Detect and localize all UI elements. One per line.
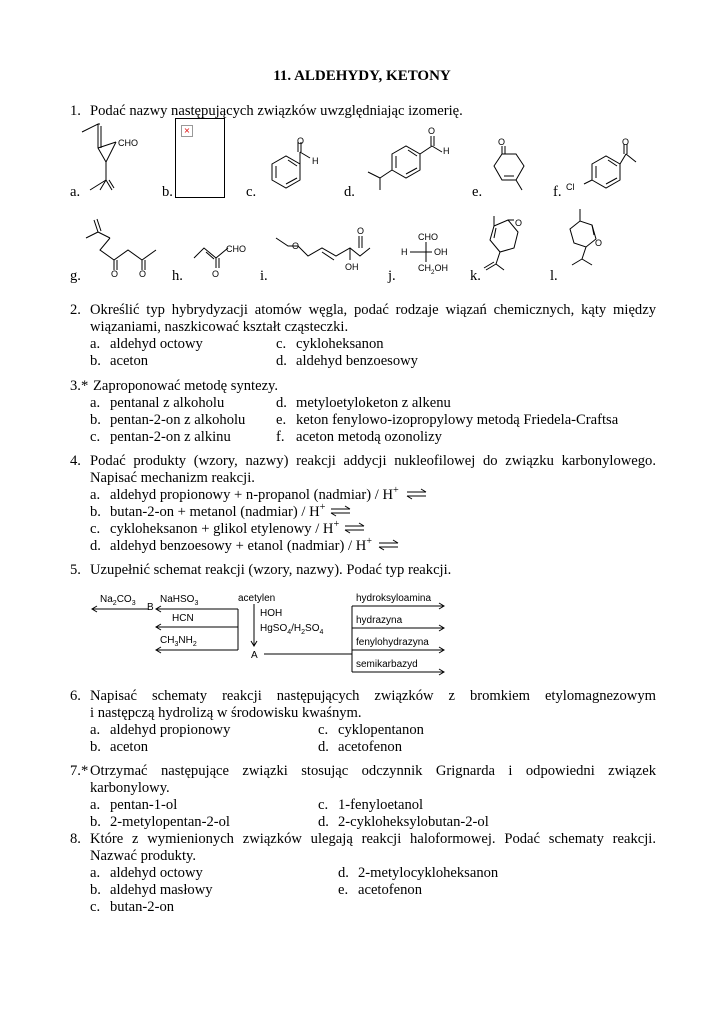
q7-item-d-label: d. bbox=[318, 814, 329, 830]
q2-number: 2. bbox=[70, 302, 81, 318]
scheme-na2co3: $Na_2CO_3$ bbox=[100, 594, 136, 607]
q4-item-c-label: c. bbox=[90, 521, 101, 537]
structure-k bbox=[480, 208, 535, 278]
q3-item-b: pentan-2-on z alkoholu bbox=[110, 412, 246, 428]
q6-item-a: aldehyd propionowy bbox=[110, 722, 231, 738]
q7-line1: Otrzymać następujące związki stosując odczynnik Grignarda i odpowiedni związek bbox=[90, 763, 656, 779]
q4-item-b-label: b. bbox=[90, 504, 101, 520]
structure-e bbox=[488, 146, 538, 196]
q6-line1: Napisać schematy reakcji następujących związków z bromkiem etylomagnezowym bbox=[90, 688, 656, 704]
structure-f-cl: Cl bbox=[566, 182, 575, 192]
q5-number: 5. bbox=[70, 562, 81, 578]
q5-text: Uzupełnić schemat reakcji (wzory, nazwy). Podać typ reakcji. bbox=[90, 562, 452, 578]
q3-item-a: pentanal z alkoholu bbox=[110, 395, 225, 411]
q4-number: 4. bbox=[70, 453, 81, 469]
equilibrium-arrow-icon bbox=[344, 522, 366, 534]
scheme-reagent-hydroksyloamina: hydroksyloamina bbox=[356, 593, 432, 604]
q2-item-b: aceton bbox=[110, 353, 149, 369]
q8-item-a: aldehyd octowy bbox=[110, 865, 203, 881]
q8-number: 8. bbox=[70, 831, 81, 847]
scheme-nahso3: NaHSO$_3$ bbox=[160, 594, 199, 607]
q8-item-b: aldehyd masłowy bbox=[110, 882, 213, 898]
q6-item-a-label: a. bbox=[90, 722, 101, 738]
scheme-reagent-semikarbazyd: semikarbazyd bbox=[356, 659, 418, 670]
q8-line2: Nazwać produkty. bbox=[90, 848, 197, 864]
structure-c-h: H bbox=[312, 156, 319, 166]
q8-item-b-label: b. bbox=[90, 882, 101, 898]
structure-g-o2: O bbox=[139, 269, 147, 279]
label-j: j. bbox=[388, 268, 396, 284]
q4-line1: Podać produkty (wzory, nazwy) reakcji addycji nukleofilowej do związku karbonylowego. bbox=[90, 453, 656, 469]
label-k: k. bbox=[470, 268, 481, 284]
scheme-hcn: HCN bbox=[172, 613, 194, 624]
structure-g-o1: O bbox=[111, 269, 119, 279]
label-f: f. bbox=[553, 184, 562, 200]
q4-item-a: aldehyd propionowy + n-propanol (nadmiar) / H+ bbox=[110, 485, 399, 503]
scheme-acetylen: acetylen bbox=[238, 593, 276, 604]
q3-item-d: metyloetyloketon z alkenu bbox=[296, 395, 451, 411]
scheme-reagent-fenylohydrazyna: fenylohydrazyna bbox=[356, 637, 429, 648]
structure-h-o: O bbox=[212, 269, 220, 279]
q3-item-c-label: c. bbox=[90, 429, 101, 445]
structure-c-o: O bbox=[297, 136, 305, 146]
q4-item-b: butan-2-on + metanol (nadmiar) / H+ bbox=[110, 502, 326, 520]
label-i: i. bbox=[260, 268, 268, 284]
label-c: c. bbox=[246, 184, 257, 200]
structure-g bbox=[82, 218, 172, 278]
label-l: l. bbox=[550, 268, 558, 284]
label-e: e. bbox=[472, 184, 483, 200]
q2-item-b-label: b. bbox=[90, 353, 101, 369]
q6-item-d: acetofenon bbox=[338, 739, 403, 755]
q2-item-d: aldehyd benzoesowy bbox=[296, 353, 418, 369]
structure-j-ch2oh: $CH_2OH$ bbox=[418, 263, 449, 276]
label-h: h. bbox=[172, 268, 183, 284]
q8-item-d: 2-metylocykloheksanon bbox=[358, 865, 499, 881]
q3-item-f-label: f. bbox=[276, 429, 285, 445]
q2-item-a-label: a. bbox=[90, 336, 101, 352]
q6-item-c-label: c. bbox=[318, 722, 329, 738]
equilibrium-arrow-icon bbox=[330, 505, 352, 517]
label-g: g. bbox=[70, 268, 81, 284]
q2-line2: wiązaniami, naszkicować kształt cząsteczki. bbox=[90, 319, 349, 335]
q8-item-e-label: e. bbox=[338, 882, 349, 898]
structure-l bbox=[560, 205, 615, 275]
q2-item-d-label: d. bbox=[276, 353, 287, 369]
q3-item-f: aceton metodą ozonolizy bbox=[296, 429, 442, 445]
q7-item-d: 2-cykloheksylobutan-2-ol bbox=[338, 814, 489, 830]
q3-item-e-label: e. bbox=[276, 412, 287, 428]
q8-item-d-label: d. bbox=[338, 865, 349, 881]
q4-item-c: cykloheksanon + glikol etylenowy / H+ bbox=[110, 519, 340, 537]
q7-item-c-label: c. bbox=[318, 797, 329, 813]
q6-item-c: cyklopentanon bbox=[338, 722, 424, 738]
scheme-b: B bbox=[147, 602, 154, 613]
structure-h-cho: CHO bbox=[226, 244, 246, 254]
structure-d-o: O bbox=[428, 126, 436, 136]
q7-item-a: pentan-1-ol bbox=[110, 797, 178, 813]
q7-item-b: 2-metylopentan-2-ol bbox=[110, 814, 230, 830]
structure-i-o-ether: O bbox=[292, 241, 300, 251]
q3-number: 3.* bbox=[70, 378, 89, 394]
q6-number: 6. bbox=[70, 688, 81, 704]
structure-a bbox=[78, 120, 148, 195]
structure-j-oh: OH bbox=[434, 247, 448, 257]
scheme-hoh: HOH bbox=[260, 608, 283, 619]
scheme-hgso4: $HgSO_4/H_2SO_4$ bbox=[260, 623, 324, 636]
structure-i-oh: OH bbox=[345, 262, 359, 272]
equilibrium-arrow-icon bbox=[406, 488, 428, 500]
structure-j-cho: CHO bbox=[418, 232, 438, 242]
q3-item-a-label: a. bbox=[90, 395, 101, 411]
label-a: a. bbox=[70, 184, 81, 200]
q4-item-d: aldehyd benzoesowy + etanol (nadmiar) / H+ bbox=[110, 536, 373, 554]
q3-item-e: keton fenylowo-izopropylowy metodą Friedela-Craftsa bbox=[296, 412, 619, 428]
q3-item-b-label: b. bbox=[90, 412, 101, 428]
q1-number: 1. bbox=[70, 103, 81, 119]
structure-k-o: O bbox=[515, 218, 523, 228]
q7-number: 7.* bbox=[70, 763, 89, 779]
q6-item-b-label: b. bbox=[90, 739, 101, 755]
equilibrium-arrow-icon bbox=[378, 539, 400, 551]
q3-text: Zaproponować metodę syntezy. bbox=[93, 378, 279, 394]
structure-f bbox=[576, 140, 646, 190]
q7-item-c: 1-fenyloetanol bbox=[338, 797, 424, 813]
structure-f-o: O bbox=[622, 137, 630, 147]
scheme-a: A bbox=[251, 650, 258, 661]
structure-c bbox=[258, 140, 318, 195]
structure-a-cho: CHO bbox=[118, 138, 138, 148]
q7-line2: karbonylowy. bbox=[90, 780, 170, 796]
q4-line2: Napisać mechanizm reakcji. bbox=[90, 470, 255, 486]
q6-item-d-label: d. bbox=[318, 739, 329, 755]
q6-item-b: aceton bbox=[110, 739, 149, 755]
q2-item-c-label: c. bbox=[276, 336, 287, 352]
q8-item-c: butan-2-on bbox=[110, 899, 175, 915]
scheme-ch3nh2: $CH_3NH_2$ bbox=[160, 635, 197, 648]
q1-text: Podać nazwy następujących związków uwzględniając izomerię. bbox=[90, 103, 463, 119]
structure-e-o: O bbox=[498, 137, 506, 147]
q8-line1: Które z wymienionych związków ulegają reakcji haloformowej. Podać schematy reakcji. bbox=[90, 831, 656, 847]
q8-item-e: acetofenon bbox=[358, 882, 423, 898]
scheme-reagent-hydrazyna: hydrazyna bbox=[356, 615, 403, 626]
q2-item-a: aldehyd octowy bbox=[110, 336, 203, 352]
q6-line2: i następczą hydrolizą w środowisku kwaśnym. bbox=[90, 705, 362, 721]
structure-i-o: O bbox=[357, 226, 365, 236]
label-d: d. bbox=[344, 184, 355, 200]
q2-line1: Określić typ hybrydyzacji atomów węgla, podać rodzaje wiązań chemicznych, kąty między bbox=[90, 302, 656, 318]
q7-item-a-label: a. bbox=[90, 797, 101, 813]
broken-image-icon: × bbox=[181, 125, 193, 137]
q8-item-c-label: c. bbox=[90, 899, 101, 915]
label-b: b. bbox=[162, 184, 173, 200]
q7-item-b-label: b. bbox=[90, 814, 101, 830]
page-title: 11. ALDEHYDY, KETONY bbox=[273, 68, 451, 84]
q4-item-a-label: a. bbox=[90, 487, 101, 503]
q8-item-a-label: a. bbox=[90, 865, 101, 881]
q3-item-d-label: d. bbox=[276, 395, 287, 411]
structure-j-h: H bbox=[401, 247, 408, 257]
structure-l-o: O bbox=[595, 238, 603, 248]
q4-item-d-label: d. bbox=[90, 538, 101, 554]
structure-d-h: H bbox=[443, 146, 450, 156]
q3-item-c: pentan-2-on z alkinu bbox=[110, 429, 231, 445]
q2-item-c: cykloheksanon bbox=[296, 336, 384, 352]
structure-d bbox=[362, 128, 452, 193]
